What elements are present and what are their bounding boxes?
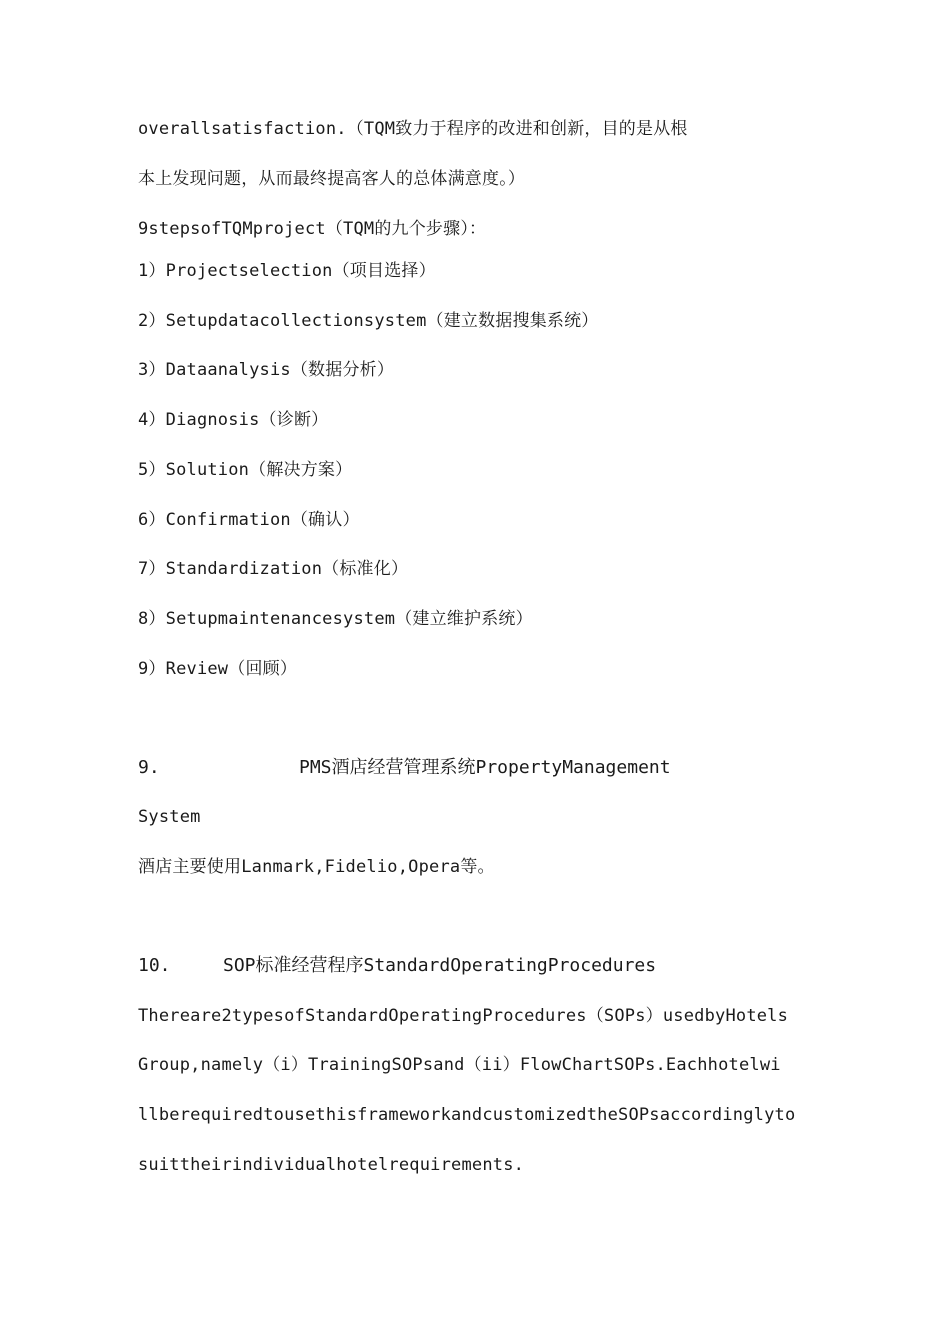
section-9-body: 酒店主要使用Lanmark,Fidelio,Opera等。 <box>138 857 495 877</box>
section-10-body-line: Thereare2typesofStandardOperatingProcedures（SOPs）usedbyHotels <box>138 1006 789 1026</box>
section-10-number: 10. <box>138 955 171 976</box>
section-10-title: SOP标准经营程序StandardOperatingProcedures <box>223 955 657 976</box>
list-item: 7）Standardization（标准化） <box>138 559 409 579</box>
section-9-title-continued: System <box>138 807 201 827</box>
list-item: 2）Setupdatacollectionsystem（建立数据搜集系统） <box>138 311 599 331</box>
section-10-body-line: llberequiredtousethisframeworkandcustomizedtheSOPsaccordinglyto <box>138 1105 796 1125</box>
intro-line-2: 本上发现问题，从而最终提高客人的总体满意度。） <box>138 169 526 189</box>
list-item: 5）Solution（解决方案） <box>138 460 353 480</box>
intro-line-1: overallsatisfaction.（TQM致力于程序的改进和创新，目的是从根 <box>138 119 688 139</box>
list-item: 6）Confirmation（确认） <box>138 510 360 530</box>
list-item: 4）Diagnosis（诊断） <box>138 410 329 430</box>
list-item: 3）Dataanalysis（数据分析） <box>138 360 395 380</box>
section-9-number: 9. <box>138 757 160 778</box>
section-10-body-line: suittheirindividualhotelrequirements. <box>138 1155 525 1175</box>
steps-heading: 9stepsofTQMproject（TQM的九个步骤）： <box>138 219 487 239</box>
section-9-title: PMS酒店经营管理系统PropertyManagement <box>299 757 671 778</box>
list-item: 8）Setupmaintenancesystem（建立维护系统） <box>138 609 533 629</box>
list-item: 9）Review（回顾） <box>138 659 298 679</box>
list-item: 1）Projectselection（项目选择） <box>138 261 436 281</box>
section-10-body-line: Group,namely（i）TrainingSOPsand（ii）FlowChartSOPs.Eachhotelwi <box>138 1055 781 1075</box>
